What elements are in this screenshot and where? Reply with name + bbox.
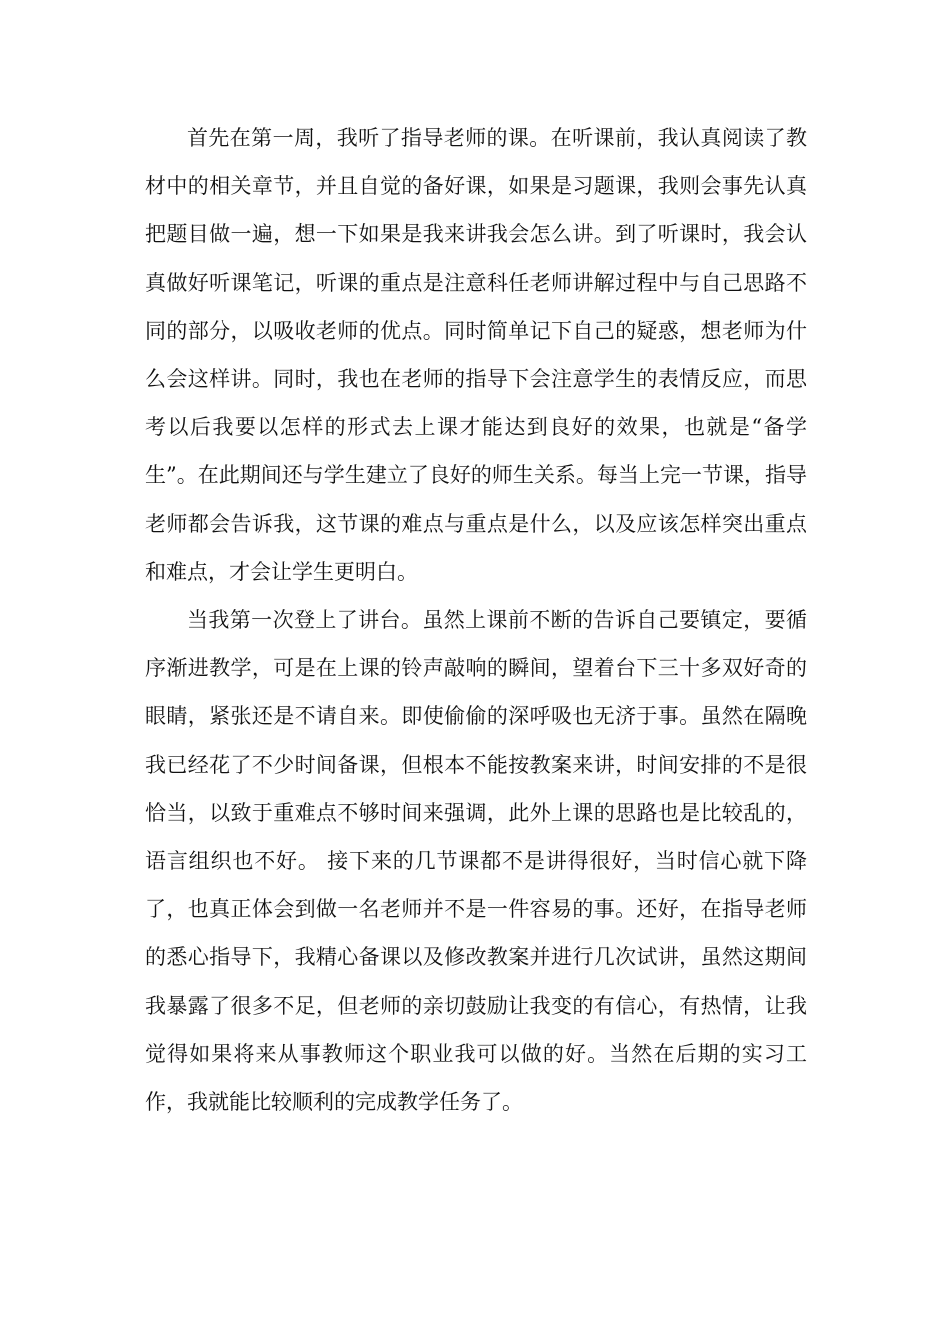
paragraph-2: 当我第一次登上了讲台。虽然上课前不断的告诉自己要镇定，要循序渐进教学，可是在上课的铃声敲响的瞬间，望着台下三十多双好奇的眼睛，紧张还是不请自来。即使偷偷的深呼吸也无济于事。虽然在隔晚我已经花了不少时间备课，但根本不能按教案来讲，时间安排的不是很恰当，以致于重难点不够时间来强调，此外上课的思路也是比较乱的，语言组织也不好。 接下来的几节课都不是讲得很好，当时信心就下降了，也真正体会到做一名老师并不是一件容易的事。还好，在指导老师的悉心指导下，我精心备课以及修改教案并进行几次试讲，虽然这期间我暴露了很多不足，但老师的亲切鼓励让我变的有信心，有热情，让我觉得如果将来从事教师这个职业我可以做的好。当然在后期的实习工作，我就能比较顺利的完成教学任务了。 [145, 608, 807, 1115]
paragraph-1: 首先在第一周，我听了指导老师的课。在听课前，我认真阅读了教材中的相关章节，并且自觉的备好课，如果是习题课，我则会事先认真把题目做一遍，想一下如果是我来讲我会怎么讲。到了听课时，我会认真做好听课笔记，听课的重点是注意科任老师讲解过程中与自己思路不同的部分，以吸收老师的优点。同时简单记下自己的疑惑，想老师为什么会这样讲。同时，我也在老师的指导下会注意学生的表情反应，而思考以后我要以怎样的形式去上课才能达到良好的效果，也就是“备学生”。在此期间还与学生建立了良好的师生关系。每当上完一节课，指导老师都会告诉我，这节课的难点与重点是什么，以及应该怎样突出重点和难点，才会让学生更明白。 [145, 126, 807, 584]
document-body [145, 114, 807, 1126]
